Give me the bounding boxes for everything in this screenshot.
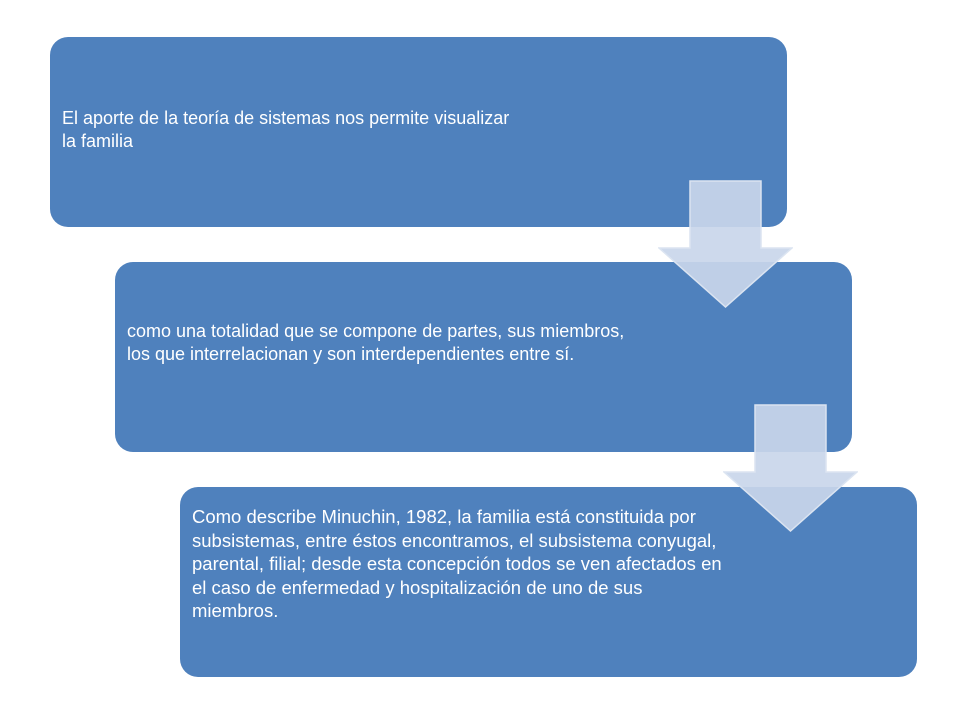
down-arrow-icon bbox=[723, 404, 858, 532]
step-text-2: como una totalidad que se compone de partes, sus miembros, los que interrelacionan y son interdependientes entre sí. bbox=[127, 321, 625, 364]
step-text-1: El aporte de la teoría de sistemas nos permite visualizar la familia bbox=[62, 108, 510, 151]
step-text-3: Como describe Minuchin, 1982, la familia está constituida por subsistemas, entre éstos encontramos, el subsistema conyugal, parental, filial; desde esta concepción todos se ven afectados en el caso de enfermedad y hospitalización de uno de sus miembros. bbox=[192, 506, 722, 621]
down-arrow-icon bbox=[658, 180, 793, 308]
